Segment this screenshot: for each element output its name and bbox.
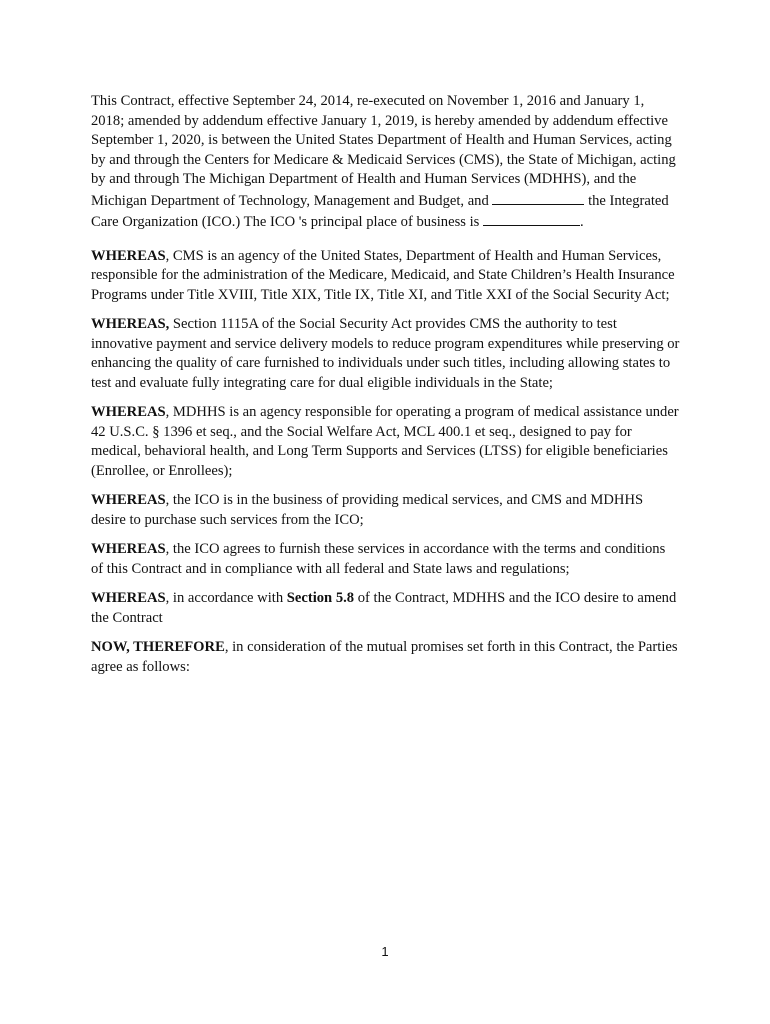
- clause-text: , the ICO agrees to furnish these services in accordance with the terms and conditions of this Contract and in compliance with all federal and State laws and regulations;: [91, 541, 666, 577]
- section-reference: Section 5.8: [286, 590, 355, 606]
- whereas-keyword: WHEREAS: [91, 492, 166, 508]
- therefore-keyword: NOW, THEREFORE: [91, 639, 225, 655]
- whereas-keyword: WHEREAS: [91, 247, 166, 264]
- ico-name-blank: [492, 190, 584, 205]
- whereas-clause-3: [91, 403, 681, 481]
- intro-text-3: .: [579, 214, 584, 230]
- clause-text: , CMS is an agency of the United States, Department of Health and Human Services, responsible for the administration of the Medicare, Medicaid, and State Children’s Health Insurance Programs under Title XVIII, Title XIX, Title IX, Title XI, and Title XXI of the Social Security Act;: [91, 247, 675, 303]
- whereas-keyword: WHEREAS,: [91, 316, 170, 332]
- whereas-clause-4: [91, 491, 681, 530]
- intro-text: This Contract, effective September 24, 2014, re-executed on November 1, 2016 and January 1, 2018; amended by addendum effective January 1, 2019, is hereby amended by addendum effective September 1, 2020, is between the United States Department of Health and Human Services, acting by and through the Centers for Medicare & Medicaid Services (CMS), the State of Michigan, acting by and through The Michigan Department of Health and Human Services (MDHHS), and the Michigan Department of Technology, Management and Budget, and: [91, 93, 676, 209]
- whereas-clause-amend: [91, 589, 681, 628]
- whereas-keyword: WHEREAS: [91, 590, 166, 606]
- whereas-keyword: WHEREAS: [91, 541, 166, 557]
- clause-text: , in consideration of the mutual promises set forth in this Contract, the Parties agree as follows:: [91, 639, 678, 675]
- whereas-clause-2: [91, 315, 681, 393]
- intro-paragraph: [91, 92, 681, 233]
- clause-text: , the ICO is in the business of providing medical services, and CMS and MDHHS desire to purchase such services from the ICO;: [91, 492, 644, 528]
- therefore-clause: [91, 638, 681, 677]
- whereas-clause-5: [91, 540, 681, 579]
- business-place-blank: [483, 211, 580, 226]
- clause-text: , in accordance with: [165, 590, 287, 606]
- clause-text: Section 1115A of the Social Security Act provides CMS the authority to test innovative payment and service delivery models to reduce program expenditures while preserving or enhancing the quality of care furnished to individuals under such titles, including allowing states to test and evaluate fully integrating care for dual eligible individuals in the State;: [91, 316, 680, 391]
- intro-text-2: the Integrated Care Organization (ICO.) The ICO 's principal place of business is: [91, 192, 669, 230]
- clause-text: of the Contract, MDHHS and the ICO desire to amend the Contract: [91, 590, 677, 626]
- clause-text: , MDHHS is an agency responsible for operating a program of medical assistance under 42 U.S.C. § 1396 et seq., and the Social Welfare Act, MCL 400.1 et seq., designed to pay for medical, behavioral health, and Long Term Supports and Services (LTSS) for eligible beneficiaries (Enrollee, or Enrollees);: [91, 404, 679, 479]
- page-number: 1: [381, 944, 389, 959]
- whereas-clause-1: [91, 247, 681, 306]
- document-body: [91, 92, 681, 687]
- whereas-keyword: WHEREAS: [91, 404, 166, 420]
